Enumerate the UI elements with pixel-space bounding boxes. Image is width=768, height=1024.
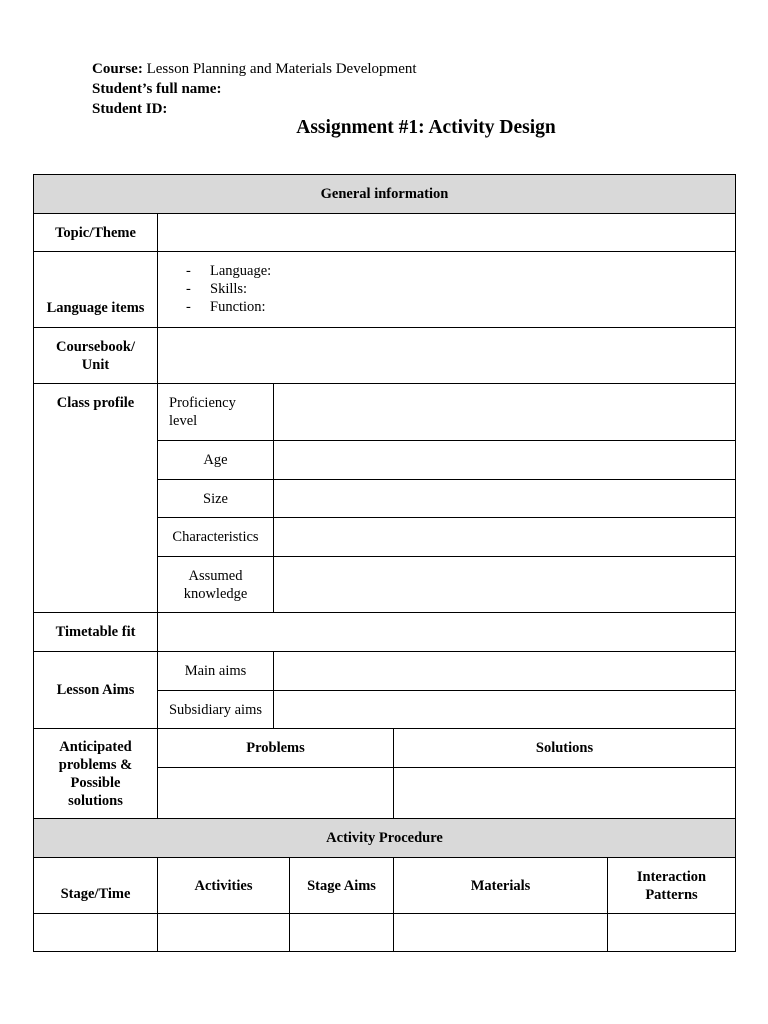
proficiency-line2: level [169, 413, 198, 429]
materials-field[interactable] [393, 913, 608, 952]
characteristics-label: Characteristics [157, 517, 274, 557]
list-item [186, 280, 271, 298]
activities-header: Activities [157, 857, 290, 914]
course-label: Course: [92, 61, 143, 77]
stage-time-header: Stage/Time [33, 857, 158, 914]
problems-field[interactable] [157, 767, 394, 819]
document-header [92, 59, 417, 119]
language-bullet: Language: [210, 263, 272, 279]
language-items-label: Language items [33, 251, 158, 328]
bullet-marker: - [186, 263, 191, 279]
main-aims-label: Main aims [157, 651, 274, 691]
interaction-patterns-header [607, 857, 736, 914]
problems-header: Problems [157, 728, 394, 768]
proficiency-line1: Proficiency [169, 395, 236, 411]
bullet-marker: - [186, 281, 191, 297]
list-item [186, 262, 271, 280]
anticipated-line: Anticipated [59, 738, 132, 755]
size-field[interactable] [273, 479, 736, 518]
activities-field[interactable] [157, 913, 290, 952]
stage-aims-header: Stage Aims [289, 857, 394, 914]
proficiency-field[interactable] [273, 383, 736, 441]
age-field[interactable] [273, 440, 736, 480]
main-aims-field[interactable] [273, 651, 736, 691]
student-name-line [92, 79, 417, 99]
coursebook-field[interactable] [157, 327, 736, 384]
assignment-title: Assignment #1: Activity Design [296, 117, 556, 138]
characteristics-field[interactable] [273, 517, 736, 557]
topic-label: Topic/Theme [33, 213, 158, 252]
interaction-patterns-field[interactable] [607, 913, 736, 952]
coursebook-label [33, 327, 158, 384]
solutions-field[interactable] [393, 767, 736, 819]
subsidiary-aims-label: Subsidiary aims [157, 690, 274, 729]
assumed-line1: Assumed [188, 567, 243, 584]
anticipated-line: problems & [58, 756, 133, 773]
class-profile-label: Class profile [33, 383, 158, 613]
lesson-aims-label: Lesson Aims [33, 651, 158, 729]
anticipated-line: solutions [68, 792, 123, 809]
coursebook-line2: Unit [81, 356, 110, 373]
coursebook-line1: Coursebook/ [56, 338, 135, 355]
proficiency-label [157, 383, 274, 441]
course-value: Lesson Planning and Materials Development [146, 61, 417, 77]
stage-time-field[interactable] [33, 913, 158, 952]
student-id-line [92, 99, 417, 119]
interaction-line1: Interaction [636, 868, 707, 885]
topic-field[interactable] [157, 213, 736, 252]
stage-aims-field[interactable] [289, 913, 394, 952]
general-info-heading: General information [33, 174, 736, 214]
list-item [186, 298, 271, 316]
age-label: Age [157, 440, 274, 480]
language-items-list [186, 262, 271, 316]
materials-header: Materials [393, 857, 608, 914]
size-label: Size [157, 479, 274, 518]
subsidiary-aims-field[interactable] [273, 690, 736, 729]
function-bullet: Function: [210, 299, 266, 315]
anticipated-problems-label [33, 728, 158, 819]
assumed-knowledge-label [157, 556, 274, 613]
bullet-marker: - [186, 299, 191, 315]
student-name-label: Student’s full name: [92, 81, 222, 97]
anticipated-line: Possible [70, 774, 121, 791]
timetable-label: Timetable fit [33, 612, 158, 652]
assumed-knowledge-field[interactable] [273, 556, 736, 613]
timetable-field[interactable] [157, 612, 736, 652]
student-id-label: Student ID: [92, 101, 168, 117]
solutions-header: Solutions [393, 728, 736, 768]
skills-bullet: Skills: [210, 281, 248, 297]
interaction-line2: Patterns [645, 886, 698, 903]
course-line [92, 59, 417, 79]
activity-procedure-heading: Activity Procedure [33, 818, 736, 858]
assumed-line2: knowledge [183, 585, 248, 602]
